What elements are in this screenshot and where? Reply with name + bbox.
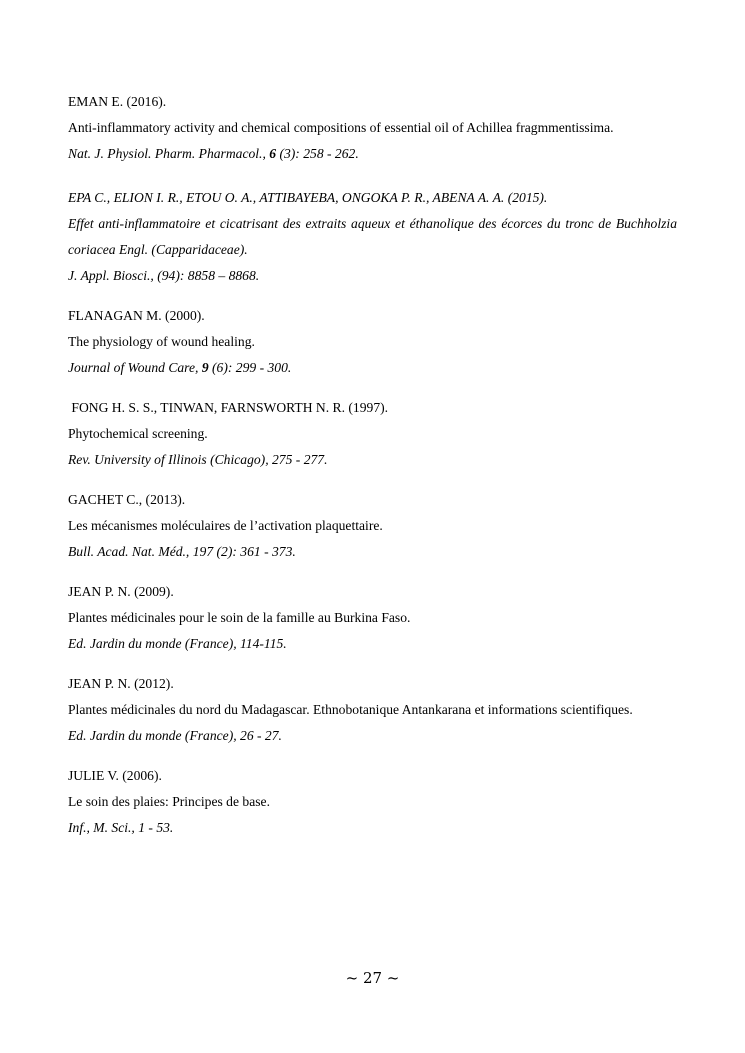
reference-author: JEAN P. N. (2009). — [68, 584, 174, 599]
reference-flanagan — [68, 303, 677, 381]
reference-journal — [68, 141, 677, 167]
reference-author: GACHET C., (2013). — [68, 492, 186, 507]
journal-volume: 6 — [269, 146, 277, 161]
reference-fong — [68, 395, 677, 473]
reference-title: The physiology of wound healing. — [68, 334, 255, 349]
reference-journal: Inf., M. Sci., 1 - 53. — [68, 820, 174, 835]
journal-pages: (3): 258 - 262. — [276, 146, 359, 161]
reference-title: Anti-inflammatory activity and chemical compositions of essential oil of Achillea fragmmentissima. — [68, 120, 614, 135]
journal-volume: 9 — [201, 360, 209, 375]
reference-title: Phytochemical screening. — [68, 426, 208, 441]
reference-eman — [68, 89, 677, 167]
reference-title: Effet anti-inflammatoire et cicatrisant des extraits aqueux et éthanolique des écorces du tronc de Buchholzia coriacea Engl. (Capparidaceae). — [68, 216, 677, 257]
reference-title: Plantes médicinales du nord du Madagascar. Ethnobotanique Antankarana et informations scientifiques. — [68, 702, 633, 717]
journal-pages: (6): 299 - 300. — [208, 360, 292, 375]
reference-author: FLANAGAN M. (2000). — [68, 308, 205, 323]
reference-epa — [68, 185, 677, 289]
reference-list — [68, 89, 677, 841]
reference-journal: Ed. Jardin du monde (France), 114-115. — [68, 636, 287, 651]
journal-name: Journal of Wound Care, — [68, 360, 202, 375]
reference-author: FONG H. S. S., TINWAN, FARNSWORTH N. R. (1997). — [68, 400, 389, 415]
reference-title: Les mécanismes moléculaires de l’activation plaquettaire. — [68, 518, 383, 533]
reference-author: EMAN E. (2016). — [68, 94, 167, 109]
reference-author: JULIE V. (2006). — [68, 768, 162, 783]
reference-journal — [68, 355, 677, 381]
reference-journal: Bull. Acad. Nat. Méd., 197 (2): 361 - 373. — [68, 544, 296, 559]
reference-journal: Ed. Jardin du monde (France), 26 - 27. — [68, 728, 282, 743]
reference-title: Le soin des plaies: Principes de base. — [68, 794, 270, 809]
reference-author: JEAN P. N. (2012). — [68, 676, 174, 691]
journal-name: Nat. J. Physiol. Pharm. Pharmacol., — [68, 146, 270, 161]
reference-title: Plantes médicinales pour le soin de la famille au Burkina Faso. — [68, 610, 411, 625]
reference-author: EPA C., ELION I. R., ETOU O. A., ATTIBAYEBA, ONGOKA P. R., ABENA A. A. (2015). — [68, 190, 548, 205]
reference-jean-2012 — [68, 671, 677, 749]
reference-journal: Rev. University of Illinois (Chicago), 275 - 277. — [68, 452, 328, 467]
page-number: ~ 27 ~ — [345, 969, 400, 987]
reference-gachet — [68, 487, 677, 565]
reference-jean-2009 — [68, 579, 677, 657]
reference-julie — [68, 763, 677, 841]
reference-journal: J. Appl. Biosci., (94): 8858 – 8868. — [68, 268, 260, 283]
